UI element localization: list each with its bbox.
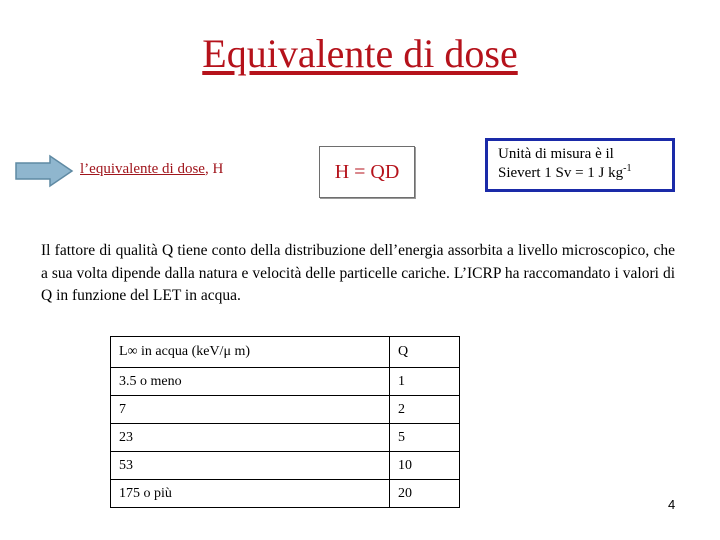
table-cell-let: 7 <box>111 396 390 424</box>
equivalent-dose-label <box>80 161 223 178</box>
table-cell-q: 20 <box>390 480 460 508</box>
table-cell-let: 23 <box>111 424 390 452</box>
unit-box <box>485 138 675 192</box>
table-row <box>111 368 460 396</box>
equivalent-dose-term: l’equivalente di dose <box>80 161 205 177</box>
page-title: Equivalente di dose <box>202 31 518 76</box>
formula-box <box>319 146 415 198</box>
unit-line-2 <box>498 164 672 183</box>
table-header-q: Q <box>390 337 460 368</box>
table-row <box>111 424 460 452</box>
page-number: 4 <box>668 497 676 512</box>
table-row <box>111 452 460 480</box>
right-arrow-icon <box>14 154 74 188</box>
quality-factor-paragraph: Il fattore di qualità Q tiene conto della distribuzione dell’energia assorbita a livello microscopico, che a sua volta dipende dalla natura e velocità delle particelle cariche. L’ICRP ha raccomandato i valori di Q in funzione del LET in acqua. <box>41 242 675 304</box>
table-header-let: L∞ in acqua (keV/μ m) <box>111 337 390 368</box>
table-header-row <box>111 337 460 368</box>
table-cell-q: 1 <box>390 368 460 396</box>
table-cell-q: 2 <box>390 396 460 424</box>
unit-exponent: -1 <box>623 163 632 174</box>
unit-line-2-text: Sievert 1 Sv = 1 J kg <box>498 165 624 181</box>
table-cell-q: 10 <box>390 452 460 480</box>
table-cell-let: 175 o più <box>111 480 390 508</box>
table-row <box>111 396 460 424</box>
quality-factor-table <box>110 336 460 508</box>
table-row <box>111 480 460 508</box>
equivalent-dose-symbol: , H <box>204 161 224 177</box>
table-cell-let: 53 <box>111 452 390 480</box>
unit-line-1: Unità di misura è il <box>498 146 614 162</box>
formula-text: H = QD <box>334 160 400 183</box>
table-cell-let: 3.5 o meno <box>111 368 390 396</box>
table-cell-q: 5 <box>390 424 460 452</box>
